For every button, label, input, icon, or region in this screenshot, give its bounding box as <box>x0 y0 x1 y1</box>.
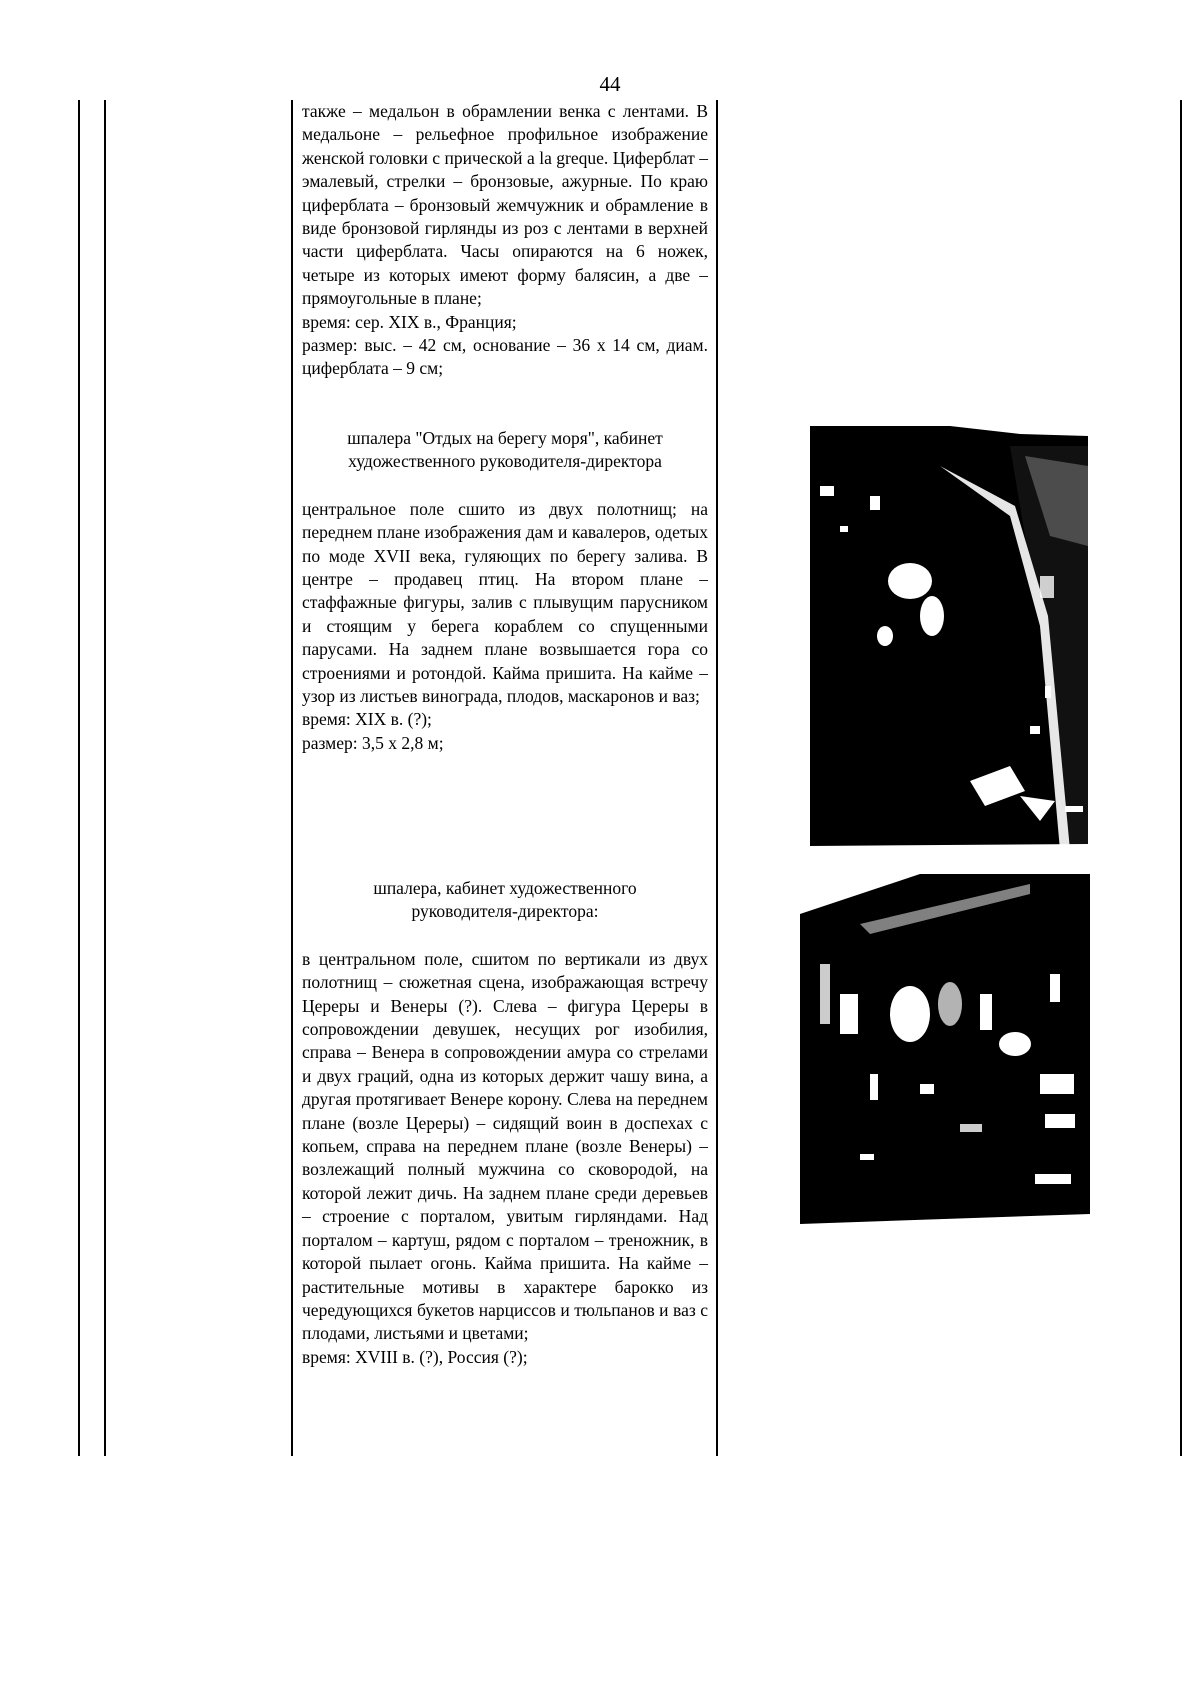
tapestry-2-photo <box>800 874 1090 1240</box>
tapestry-1-description: центральное поле сшито из двух полотнищ; на переднем плане изображения дам и кавалеров, одетых по моде XVII века, гуляющих по берегу залива. В центре – продавец птиц. На втором плане – стаффажные фигуры, залив с плывущим парусником и стоящим у берега кораблем со спущенными парусами. На заднем плане возвышается гора со строениями и ротондой. Кайма пришита. На кайме – узор из листьев винограда, плодов, маскаронов и ваз; <box>302 498 708 707</box>
tapestry-1-title: шпалера "Отдых на берегу моря", кабинет художественного руководителя-директора <box>347 428 663 472</box>
clock-entry <box>302 100 708 381</box>
page-number: 44 <box>599 72 621 96</box>
table-border-left-outer <box>78 100 80 1456</box>
tapestry-2-description: в центральном поле, сшитом по вертикали из двух полотнищ – сюжетная сцена, изображающая встречу Цереры и Венеры (?). Слева – фигура Цереры в сопровождении девушек, несущих рог изобилия, справа – Венера в сопровождении амура со стрелами и двух граций, одна из которых держит чашу вина, а другая протягивает Венере корону. Слева на переднем плане (возле Цереры) – сидящий воин в доспехах с копьем, справа на переднем плане (возле Венеры) – возлежащий полный мужчина со сковородой, на которой лежит дичь. На заднем плане среди деревьев – строение с порталом, увитым гирляндами. Над порталом – картуш, рядом с порталом – треножник, в которой пылает огонь. Кайма пришита. На кайме – растительные мотивы в характере барокко из чередующихся букетов нарциссов и тюльпанов и ваз с плодами, листьями и цветами; <box>302 948 708 1344</box>
tapestry-1-entry <box>302 427 708 755</box>
tapestry-1-time: время: XIX в. (?); <box>302 709 432 730</box>
table-border-right <box>1180 100 1182 1456</box>
tapestry-1-size: размер: 3,5 x 2,8 м; <box>302 732 444 753</box>
table-border-text-right <box>716 100 718 1456</box>
clock-description: также – медальон в обрамлении венка с лентами. В медальоне – рельефное профильное изображение женской головки с прической a la greque. Циферблат – эмалевый, стрелки – бронзовые, ажурные. По краю циферблата – бронзовый жемчужник и обрамление в виде бронзовой гирлянды из роз с лентами в верхней части циферблата. Часы опираются на 6 ножек, четыре из которых имеют форму балясин, а две – прямоугольные в плане; <box>302 101 708 309</box>
tapestry-2-time: время: XVIII в. (?), Россия (?); <box>302 1346 528 1367</box>
clock-size: размер: выс. – 42 см, основание – 36 x 14 см, диам. циферблата – 9 см; <box>302 335 708 379</box>
tapestry-2-entry <box>302 877 708 1369</box>
clock-time: время: сер. XIX в., Франция; <box>302 311 517 332</box>
table-border-text-left <box>291 100 293 1456</box>
tapestry-2-title: шпалера, кабинет художественного руководителя-директора: <box>373 878 637 922</box>
table-border-left-inner <box>104 100 106 1456</box>
tapestry-2-image <box>800 874 1090 1240</box>
tapestry-1-image <box>810 426 1088 850</box>
tapestry-1-photo <box>810 426 1088 850</box>
